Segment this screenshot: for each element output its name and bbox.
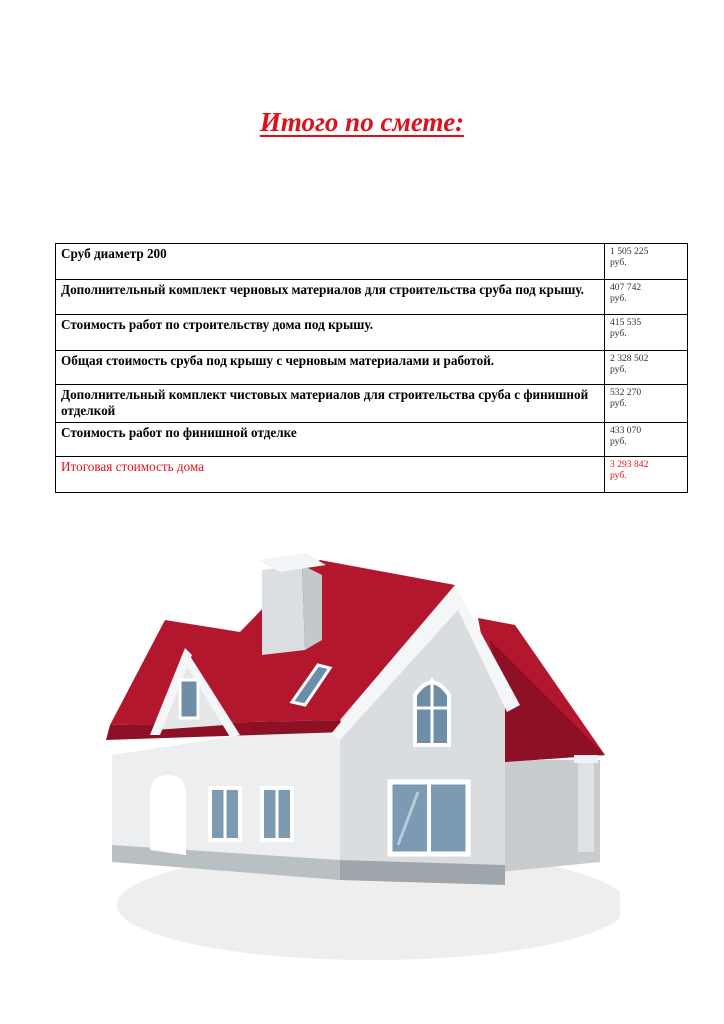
row-currency: руб. — [610, 257, 627, 268]
row-description: Общая стоимость сруба под крышу с черновым материалами и работой. — [56, 351, 605, 385]
row-amount: 532 270 — [610, 387, 642, 398]
row-amount-cell — [605, 280, 688, 315]
table-row — [56, 244, 688, 280]
row-description: Дополнительный комплект чистовых материалов для строительства сруба с финишной отделкой — [56, 385, 605, 423]
row-amount: 1 505 225 — [610, 246, 649, 257]
downpipe-top — [574, 755, 598, 763]
row-currency: руб. — [610, 364, 627, 375]
page-title: Итого по смете: — [259, 107, 465, 137]
table-row-total — [56, 457, 688, 493]
row-amount-cell — [605, 423, 688, 457]
total-amount-cell — [605, 457, 688, 493]
row-description: Сруб диаметр 200 — [56, 244, 605, 280]
table-row — [56, 351, 688, 385]
porch-arch — [150, 775, 186, 855]
row-currency: руб. — [610, 398, 627, 409]
total-amount: 3 293 842 — [610, 459, 649, 470]
row-amount: 415 535 — [610, 317, 642, 328]
row-amount: 2 328 502 — [610, 353, 649, 364]
row-amount-cell — [605, 315, 688, 351]
row-amount: 407 742 — [610, 282, 642, 293]
table-row — [56, 385, 688, 423]
table-row — [56, 423, 688, 457]
row-currency: руб. — [610, 436, 627, 447]
table-row — [56, 280, 688, 315]
row-amount-cell — [605, 385, 688, 423]
row-amount: 433 070 — [610, 425, 642, 436]
row-description: Стоимость работ по финишной отделке — [56, 423, 605, 457]
estimate-table — [55, 243, 688, 493]
house-illustration — [100, 540, 620, 1000]
row-description: Стоимость работ по строительству дома под крышу. — [56, 315, 605, 351]
row-currency: руб. — [610, 328, 627, 339]
chimney — [262, 565, 305, 655]
chimney-side — [302, 565, 322, 650]
row-amount-cell — [605, 244, 688, 280]
row-currency: руб. — [610, 293, 627, 304]
row-amount-cell — [605, 351, 688, 385]
dormer-window — [180, 680, 198, 718]
total-description: Итоговая стоимость дома — [56, 457, 605, 493]
row-description: Дополнительный комплект черновых материалов для строительства сруба под крышу. — [56, 280, 605, 315]
table-row — [56, 315, 688, 351]
downpipe — [578, 760, 594, 852]
total-currency: руб. — [610, 470, 627, 481]
